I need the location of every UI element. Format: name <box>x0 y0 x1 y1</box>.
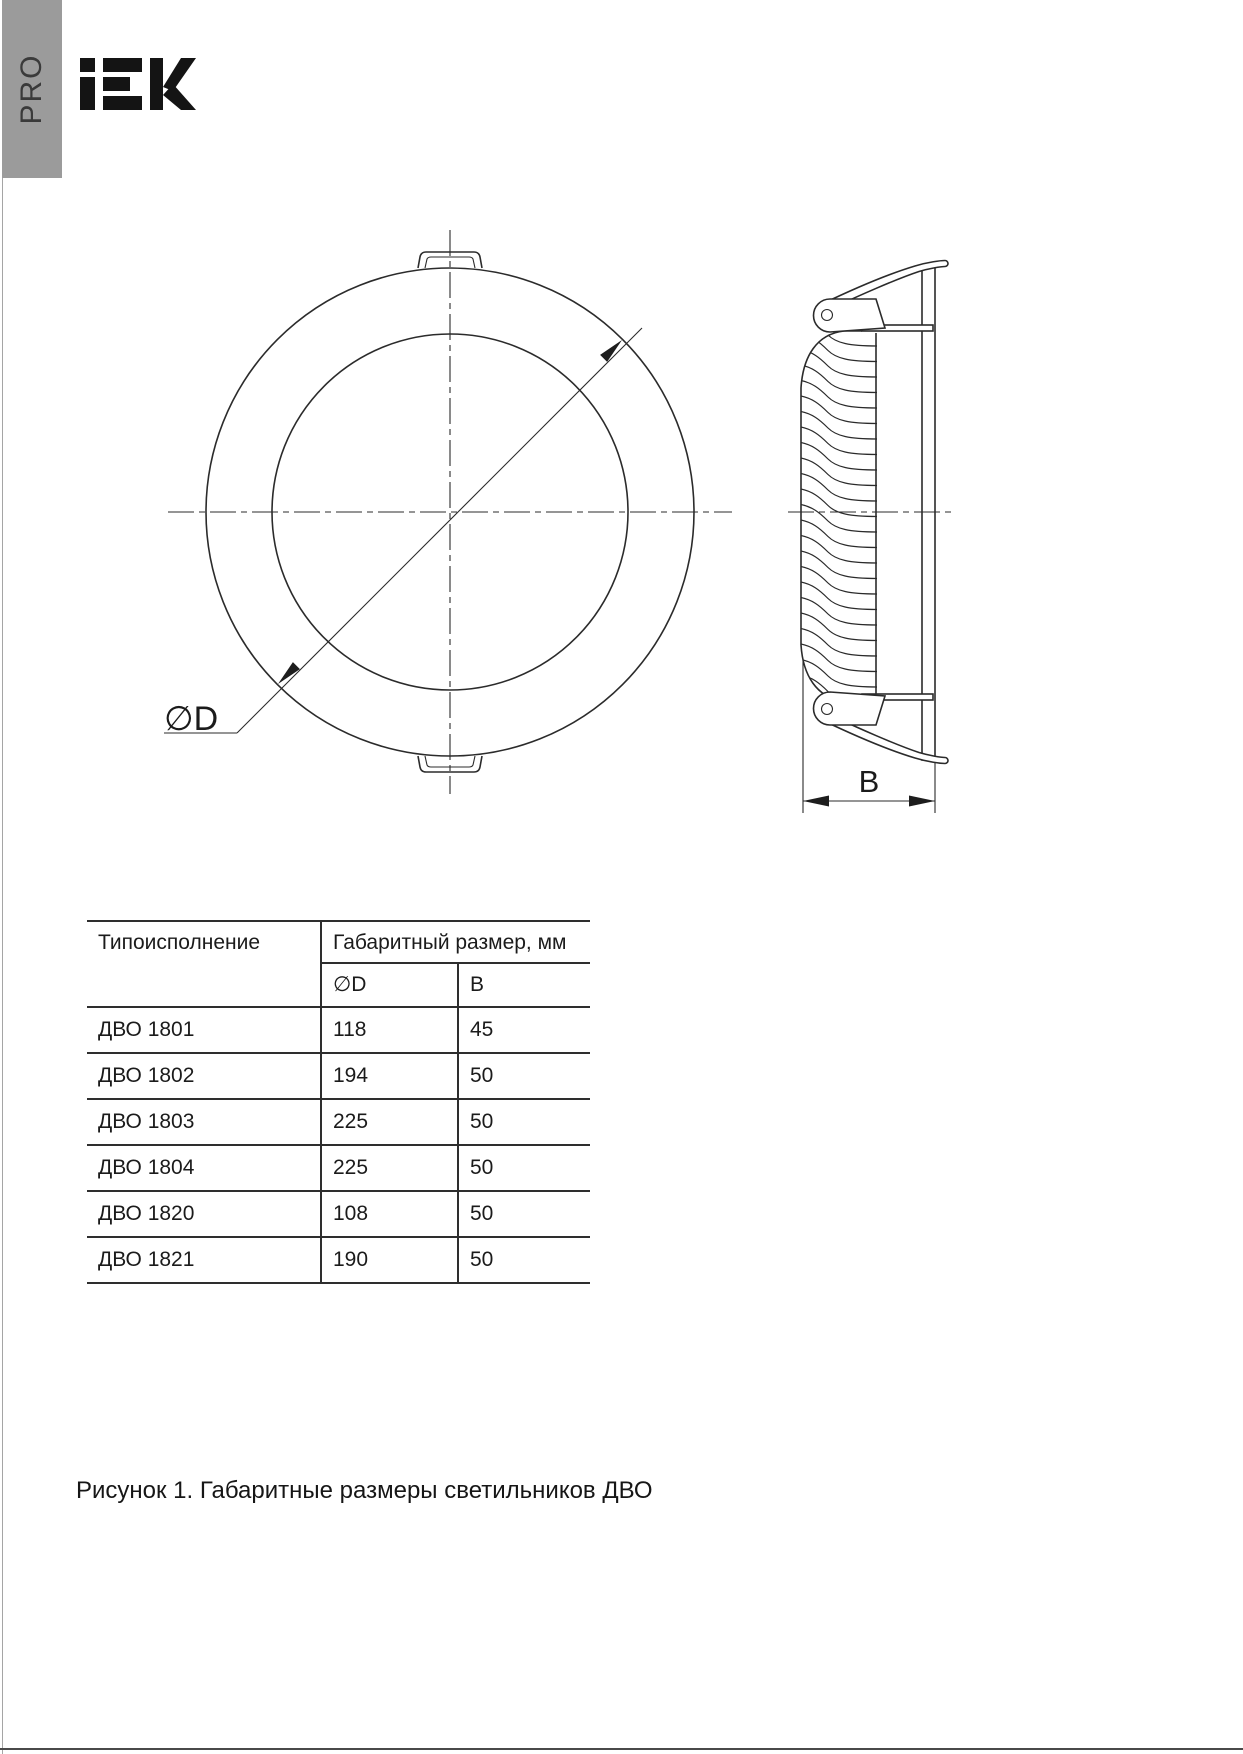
table-subheader-row <box>87 964 590 1008</box>
dimensions-table <box>87 920 590 1284</box>
table-subheader-b: B <box>457 964 590 1006</box>
table-row <box>87 1100 590 1146</box>
cell-d: 225 <box>320 1146 457 1190</box>
page-border-bottom <box>0 1748 1243 1750</box>
cell-d: 225 <box>320 1100 457 1144</box>
pro-label: PRO <box>15 53 48 125</box>
cell-type: ДВО 1802 <box>98 1064 195 1087</box>
table-row <box>87 1238 590 1282</box>
cell-type: ДВО 1820 <box>98 1202 195 1225</box>
cell-b: 50 <box>457 1192 590 1236</box>
side-view <box>788 261 952 814</box>
cell-b: 50 <box>457 1238 590 1282</box>
table-row <box>87 1192 590 1238</box>
cell-type: ДВО 1801 <box>98 1018 195 1041</box>
cell-d: 194 <box>320 1054 457 1098</box>
table-header-row <box>87 922 590 964</box>
cell-type: ДВО 1821 <box>98 1248 195 1271</box>
table-row <box>87 1008 590 1054</box>
cell-b: 50 <box>457 1100 590 1144</box>
cell-d: 118 <box>320 1008 457 1052</box>
cell-b: 50 <box>457 1146 590 1190</box>
table-header-size-group: Габаритный размер, мм <box>320 922 590 964</box>
table-subheader-d: ∅D <box>320 964 457 1006</box>
cell-d: 108 <box>320 1192 457 1236</box>
table-subheader-empty <box>87 964 320 1006</box>
dimension-drawing <box>0 0 1000 830</box>
cell-type: ДВО 1804 <box>98 1156 195 1179</box>
cell-type: ДВО 1803 <box>98 1110 195 1133</box>
diameter-label: ∅D <box>164 700 219 738</box>
table-header-type: Типоисполнение <box>98 931 261 954</box>
front-view <box>164 230 732 794</box>
figure-caption: Рисунок 1. Габаритные размеры светильников ДВО <box>76 1477 653 1504</box>
diameter-dimension <box>164 328 642 738</box>
width-label: B <box>858 764 880 799</box>
cell-d: 190 <box>320 1238 457 1282</box>
heatsink-fins <box>798 318 878 718</box>
table-row <box>87 1054 590 1100</box>
cell-b: 45 <box>457 1008 590 1052</box>
cell-b: 50 <box>457 1054 590 1098</box>
mounting-flange <box>922 266 935 760</box>
table-row <box>87 1146 590 1192</box>
